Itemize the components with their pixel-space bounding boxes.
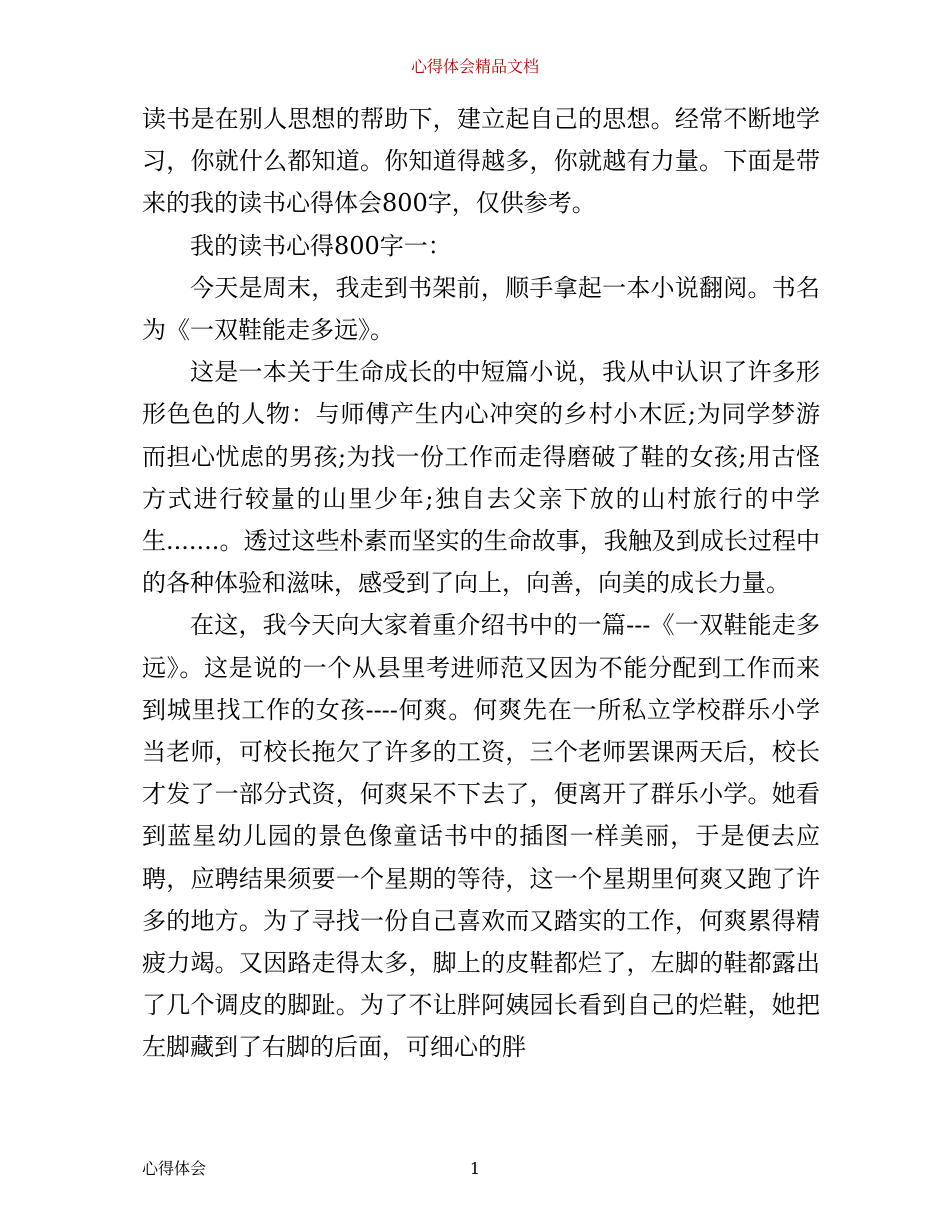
document-body — [142, 98, 820, 1069]
page-number: 1 — [469, 1159, 481, 1178]
paragraph: 今天是周末，我走到书架前，顺手拿起一本小说翻阅。书名为《一双鞋能走多远》。 — [142, 273, 820, 345]
paragraph: 在这，我今天向大家着重介绍书中的一篇---《一双鞋能走多远》。这是说的一个从县里考进师范又因为不能分配到工作而来到城里找工作的女孩----何爽。何爽先在一所私立学校群乐小学当老师，可校长拖欠了许多的工资，三个老师罢课两天后，校长才发了一部分式资，何爽呆不下去了，便离开了群乐小学。她看到蓝星幼儿园的景色像童话书中的插图一样美丽，于是便去应聘，应聘结果须要一个星期的等待，这一个星期里何爽又跑了许多的地方。为了寻找一份自己喜欢而又踏实的工作，何爽累得精疲力竭。又因路走得太多，脚上的皮鞋都烂了，左脚的鞋都露出了几个调皮的脚趾。为了不让胖阿姨园长看到自己的烂鞋，她把左脚藏到了右脚的后面，可细心的胖 — [142, 611, 820, 1062]
paragraph: 这是一本关于生命成长的中短篇小说，我从中认识了许多形形色色的人物：与师傅产生内心冲突的乡村小木匠;为同学梦游而担心忧虑的男孩;为找一份工作而走得磨破了鞋的女孩;用古怪方式进行较量的山里少年;独自去父亲下放的山村旅行的中学生.......。透过这些朴素而坚实的生命故事，我触及到成长过程中的各种体验和滋味，感受到了向上，向善，向美的成长力量。 — [142, 358, 820, 598]
page-header-title: 心得体会精品文档 — [410, 57, 539, 76]
page-footer-label: 心得体会 — [142, 1159, 207, 1178]
paragraph-section-heading: 我的读书心得800字一： — [190, 231, 452, 260]
paragraph-intro: 读书是在别人思想的帮助下，建立起自己的思想。经常不断地学习，你就什么都知道。你知道得越多，你就越有力量。下面是带来的我的读书心得体会800字，仅供参考。 — [142, 105, 820, 218]
